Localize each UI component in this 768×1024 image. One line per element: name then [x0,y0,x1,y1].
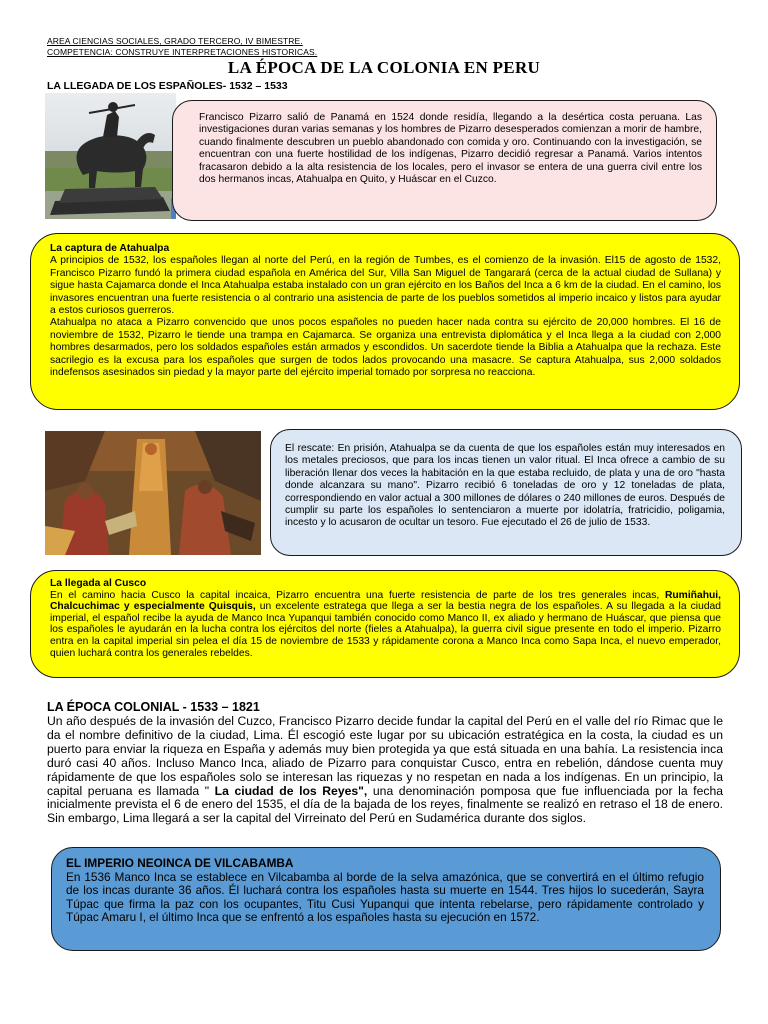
cusco-arrival-box [30,570,740,678]
cusco-text-part-b: un excelente estratega que llega a ser la bestia negra de los españoles. A su llegada a la ciudad imperial, el español recibe la ayuda de Manco Inca Yupanqui también conocido como Manco II, ex aliado y hermano de Huáscar, que piensa que los españoles le ayudarán en la lucha contra los ejércitos del norte (fieles a Atahualpa), la guerra civil sigue presente en todo el imperio. Pizarro entra en la capital imperial sin pelea el día 15 de noviembre de 1533 y rápidamente corona a Manco Inca como Sapa Inca, el nuevo emperador, quien luchará contra los generales rebeldes. [50,601,721,659]
section-subtitle: LA LLEGADA DE LOS ESPAÑOLES- 1532 – 1533 [47,80,288,92]
atahualpa-mural-image [45,431,261,555]
pizarro-arrival-text: Francisco Pizarro salió de Panamá en 1524 donde residía, llegando a la desértica costa peruana. Las investigaciones duran varias semanas y los hombres de Pizarro desesperados comienzan a morir de hambre, cuando finalmente descubren un pueblo abandonado con comida y oro. Continuando con la investigación, se encuentran con una fuerte hostilidad de los indígenas, Pizarro decidió regresar a Panamá. Varios intentos fracasaron debido a la alta resistencia de los locales, pero el invasor se entera de una guerra civil entre los dos hermanos incas, Atahualpa en Quito, y Huáscar en el Cuzco. [199,112,702,186]
vilcabamba-text: En 1536 Manco Inca se establece en Vilcabamba al borde de la selva amazónica, que se convertirá en el último refugio de los incas durante 36 años. Él luchará contra los españoles hasta su muerte en 1544. Tres hijos lo sucederán, Sayra Túpac que firma la paz con los ocupantes, Titu Cusi Yupanqui que intenta rebelarse, pero rápidamente controlado y Túpac Amaru I, el último Inca que se enfrentó a los españoles hasta su ejecución en 1572. [66,869,704,925]
pizarro-statue-photo [45,93,176,219]
colonial-era-title: LA ÉPOCA COLONIAL - 1533 – 1821 [47,700,260,714]
header-competencia-line: COMPETENCIA: CONSTRUYE INTERPRETACIONES HISTORICAS. [47,47,318,57]
atahualpa-capture-paragraph-2: Atahualpa no ataca a Pizarro convencido que unos pocos españoles no pueden hacer nada contra su ejército de 20,000 hombres. El 16 de noviembre de 1532, Pizarro le tiende una trampa en Cajamarca. Se organiza una entrevista diplomática y el Inca llega a la ciudad con 2,000 hombres desarmados, pero los soldados españoles están armados y escondidos. Un sacerdote tiende la Biblia a Atahualpa que la rechaza. Este sacrilegio es la excusa para los españoles que surgen de todos lados provocando una masacre. Se captura Atahualpa, sus 2,000 soldados indefensos asesinados sin piedad y la mayor parte del ejército imperial tomado por sorpresa no reacciona. [50,317,721,379]
cusco-arrival-text [50,590,721,660]
ransom-text: El rescate: En prisión, Atahualpa se da cuenta de que los españoles están muy interesados en los metales preciosos, que para los incas tienen un valor ritual. El Inca ofrece a cambio de su liberación llenar dos veces la habitación en la que estaba recluido, de plata y una de oro "hasta donde alcanzara su mano". Pizarro recibió 6 toneladas de oro y 12 toneladas de plata, correspondiendo en valor actual a 300 millones de dólares o 240 millones de euros. Después de cumplir su parte los españoles lo sentenciaron a muerte por idolatría, fratricidio, poligamia, incesto y lo acusaron de ocultar un tesoro. Fue ejecutado el 26 de julio de 1533. [285,443,725,529]
atahualpa-capture-box [30,233,740,410]
ransom-box [270,429,742,556]
colonial-era-text [47,715,723,826]
vilcabamba-box [51,847,721,951]
vilcabamba-heading: EL IMPERIO NEOINCA DE VILCABAMBA [66,856,294,870]
colonial-text-part-a: Un año después de la invasión del Cuzco, Francisco Pizarro decide fundar la capital del Perú en el valle del río Rimac que le da el nombre definitivo de la ciudad, Lima. Él escogió este lugar por su ubicación estratégica en la costa, la ciudad es un puerto para enviar la riqueza en España y además muy bien protegida ya que está situada en una bahía. La resistencia inca duró casi 40 años. Incluso Manco Inca, aliado de Pizarro para conquistar Cusco, entra en rebelión, dándose cuenta muy rápidamente de que los españoles solo se interesan las riquezas y no respetan en nada a los indígenas. En un principio, la capital peruana es llamada " [47,714,723,798]
page-title: LA ÉPOCA DE LA COLONIA EN PERU [227,58,541,77]
ciudad-de-los-reyes: La ciudad de los Reyes", [209,783,368,798]
atahualpa-capture-heading: La captura de Atahualpa [50,243,170,254]
cusco-arrival-heading: La llegada al Cusco [50,578,147,589]
header-area-line: AREA CIENCIAS SOCIALES, GRADO TERCERO, IV BIMESTRE. [47,36,303,46]
atahualpa-capture-paragraph-1: A principios de 1532, los españoles llegan al norte del Perú, en la región de Tumbes, es el comienzo de la invasión. El15 de agosto de 1532, Francisco Pizarro fundó la primera ciudad española en América del Sur, Villa San Miguel de Tangarará (cerca de la actual ciudad de Sullana) y sigue hasta Cajamarca donde el Inca Atahualpa estaba instalado con un gran ejército en los Baños del Inca a 6 km de la ciudad. En el camino, los invasores encuentran una fuerte resistencia o al contrario una asistencia de parte de los pueblos sometidos al imperio incaico y listos para ayudar a estos curiosos guerreros. [50,255,721,317]
cusco-text-part-a: En el camino hacia Cusco la capital incaica, Pizarro encuentra una fuerte resistencia de parte de los tres generales incas, [50,589,665,601]
pizarro-arrival-box [172,100,717,221]
colonial-text-part-b: una denominación pomposa que fue influenciada por la fecha inicialmente prevista el 6 de enero del 1535, el día de la bajada de los reyes, finalmente se realizó en retraso el 18 de enero. Sin embargo, Lima llegará a ser la capital del Virreinato del Perú en Sudamérica durante dos siglos. [47,783,723,826]
inca-generals-names: Rumiñahui, Chalcuchimac y especialmente Quisquis, [50,589,721,613]
